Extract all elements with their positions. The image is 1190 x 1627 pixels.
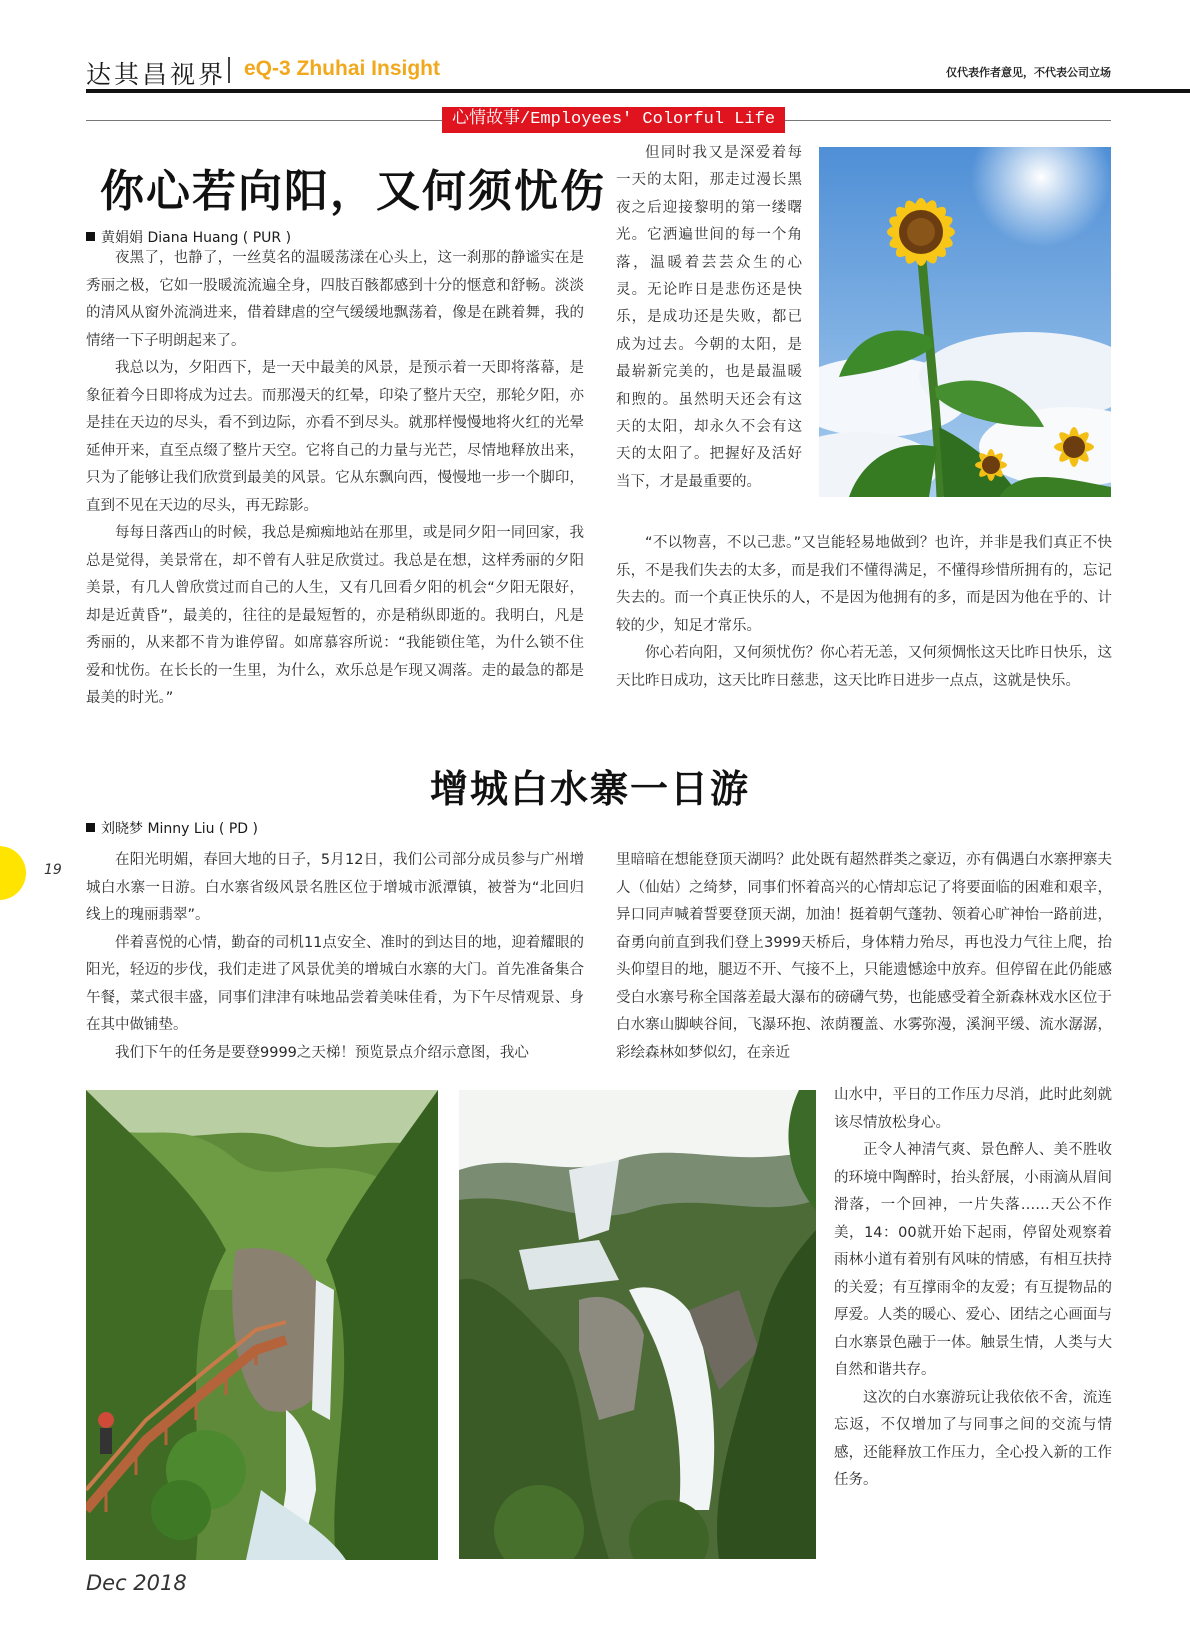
magazine-brand-english: eQ-3 Zhuhai Insight	[244, 57, 441, 80]
article2-paragraph: 里暗暗在想能登顶天湖吗？此处既有超然群类之豪迈，亦有偶遇白水寨押寨夫人（仙姑）之绮梦，同事们怀着高兴的心情却忘记了将要面临的困难和艰辛，异口同声喊着誓要登顶天湖，加油！挺着朝气蓬勃、领着心旷神怡一路前进，奋勇向前直到我们登上3999天桥后，身体精力殆尽，再也没力气往上爬，抬头仰望目的地，腿迈不开、气接不上，只能遗憾途中放弃。但停留在此仍能感受白水寨号称全国落差最大瀑布的磅礴气势，也能感受着全新森林戏水区位于白水寨山脚峡谷间，飞瀑环抱、浓荫覆盖、水雾弥漫，溪涧平缓、流水潺潺，彩绘森林如梦似幻，在亲近	[616, 852, 1112, 1061]
waterfall-stairway-illustration	[86, 1090, 438, 1560]
article1-right-narrow-column	[616, 140, 802, 496]
section-tag: 心情故事/Employees' Colorful Life	[442, 107, 785, 133]
waterfall-cascade-illustration	[459, 1090, 816, 1559]
article2-paragraph: 我们下午的任务是要登9999之天梯！预览景点介绍示意图，我心	[115, 1044, 529, 1061]
article1-paragraph: 我总以为，夕阳西下，是一天中最美的风景，是预示着一天即将落幕，是象征着今日即将成为过去。而那漫天的红晕，印染了整片天空，那轮夕阳，亦是挂在天边的尽头，看不到边际，亦看不到尽头。就那样慢慢地将火红的光晕延伸开来，直至点缀了整片天空。它将自己的力量与光芒，尽情地释放出来，只为了能够让我们欣赏到最美的风景。它从东飘向西，慢慢地一步一个脚印，直到不见在天边的尽头，再无踪影。	[86, 360, 584, 514]
article2-paragraph: 伴着喜悦的心情，勤奋的司机11点安全、准时的到达目的地，迎着耀眼的阳光，轻迈的步伐，我们走进了风景优美的增城白水寨的大门。首先准备集合午餐，菜式很丰盛，同事们津津有味地品尝着美味佳肴，为下午尽情观景、身在其中做铺垫。	[86, 934, 584, 1033]
article2-title: 增城白水寨一日游	[430, 766, 751, 811]
article2-right-column-top	[616, 847, 1112, 1067]
byline-bullet	[86, 823, 95, 832]
article1-paragraph: 你心若向阳，又何须忧伤？你心若无恙，又何须惆怅这天比昨日快乐，这天比昨日成功，这天比昨日慈悲，这天比昨日进步一点点，这就是快乐。	[616, 645, 1112, 689]
article1-author: 黄娟娟 Diana Huang ( PUR )	[101, 230, 292, 246]
page-marker-dot	[0, 846, 26, 900]
waterfall-cascade-photo	[459, 1090, 816, 1559]
byline-bullet	[86, 232, 95, 241]
magazine-brand-chinese: 达其昌视界	[86, 60, 227, 89]
article2-paragraph: 这次的白水寨游玩让我依依不舍，流连忘返，不仅增加了与同事之间的交流与情感，还能释放工作压力，全心投入新的工作任务。	[834, 1389, 1112, 1488]
article2-paragraph: 山水中，平日的工作压力尽消，此时此刻就该尽情放松身心。	[834, 1087, 1112, 1131]
header-rule	[86, 89, 1190, 93]
page-number: 19	[44, 862, 62, 878]
article2-paragraph: 在阳光明媚，春回大地的日子，5月12日，我们公司部分成员参与广州增城白水寨一日游。白水寨省级风景名胜区位于增城市派潭镇，被誉为“北回归线上的瑰丽翡翠”。	[86, 852, 584, 923]
sunflower-illustration	[819, 147, 1111, 497]
sunflower-photo	[819, 147, 1111, 497]
article1-title: 你心若向阳，又何须忧伤	[100, 166, 606, 217]
article2-author: 刘晓梦 Minny Liu ( PD )	[101, 821, 258, 837]
article1-paragraph: 但同时我又是深爱着每一天的太阳，那走过漫长黑夜之后迎接黎明的第一缕曙光。它洒遍世间的每一个角落，温暖着芸芸众生的心灵。无论昨日是悲伤还是快乐，是成功还是失败，都已成为过去。今朝的太阳，是最崭新完美的，也是最温暖和煦的。虽然明天还会有这天的太阳，却永久不会有这天的太阳了。把握好及活好当下，才是最重要的。	[616, 145, 802, 490]
article2-left-column	[86, 847, 584, 1067]
article1-right-wide-column	[616, 530, 1112, 695]
article2-right-narrow-column	[834, 1082, 1112, 1495]
brand-divider	[228, 57, 230, 83]
article1-paragraph: 夜黑了，也静了，一丝莫名的温暖荡漾在心头上，这一刹那的静谧实在是秀丽之极，它如一股暖流流遍全身，四肢百骸都感到十分的惬意和舒畅。淡淡的清风从窗外流淌进来，借着肆虐的空气缓缓地飘荡着，像是在跳着舞，我的情绪一下子明朗起来了。	[86, 250, 584, 349]
article1-left-column	[86, 245, 584, 713]
waterfall-stairway-photo	[86, 1090, 438, 1560]
footer-date: Dec 2018	[86, 1571, 187, 1595]
article1-paragraph: “不以物喜，不以己悲。”又岂能轻易地做到？也许，并非是我们真正不快乐，不是我们失去的太多，而是我们不懂得满足，不懂得珍惜所拥有的，忘记失去的。而一个真正快乐的人，不是因为他拥有的多，而是因为他在乎的、计较的少，知足才常乐。	[616, 535, 1112, 634]
article2-byline	[86, 818, 258, 838]
disclaimer: 仅代表作者意见，不代表公司立场	[946, 66, 1111, 79]
article1-paragraph: 每每日落西山的时候，我总是痴痴地站在那里，或是同夕阳一同回家，我总是觉得，美景常在，却不曾有人驻足欣赏过。我总是在想，这样秀丽的夕阳美景，有几人曾欣赏过而自己的人生，又有几回看夕阳的机会“夕阳无限好，却是近黄昏”，最美的，往往的是最短暂的，亦是稍纵即逝的。我明白，凡是秀丽的，从来都不肯为谁停留。如席慕容所说：“我能锁住笔，为什么锁不住爱和忧伤。在长长的一生里，为什么，欢乐总是乍现又凋落。走的最急的都是最美的时光。”	[86, 525, 584, 706]
article2-paragraph: 正令人神清气爽、景色醉人、美不胜收的环境中陶醉时，抬头舒展，小雨滴从眉间滑落，一个回神，一片失落……天公不作美，14：00就开始下起雨，停留处观察着雨林小道有着别有风味的情感，有相互扶持的关爱；有互撑雨伞的友爱；有互提物品的厚爱。人类的暖心、爱心、团结之心画面与白水寨景色融于一体。触景生情，人类与大自然和谐共存。	[834, 1142, 1112, 1378]
article1-byline	[86, 227, 291, 247]
